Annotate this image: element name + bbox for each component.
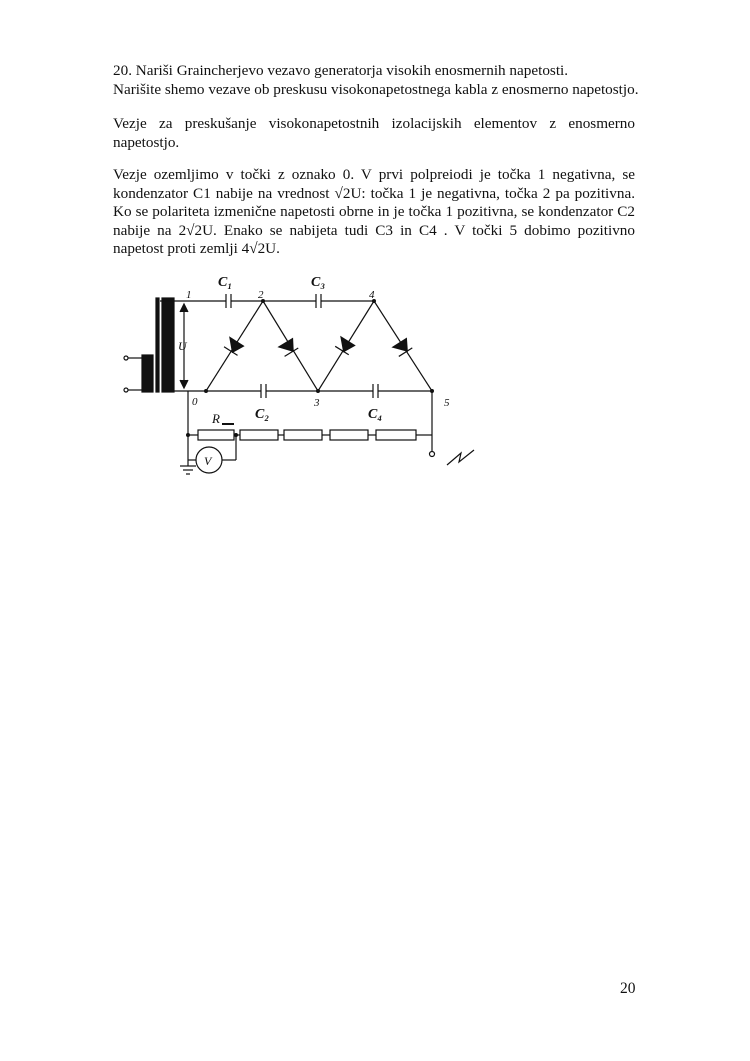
- junction-voltmeter: [234, 433, 238, 437]
- voltage-arrow-head-top: [180, 304, 188, 312]
- greinacher-circuit-diagram: [118, 270, 480, 480]
- heading-line-1: 20. Nariši Graincherjevo vezavo generatorja visokih enosmernih napetosti.: [113, 62, 569, 79]
- page-number: 20: [620, 980, 636, 997]
- transformer-secondary-winding: [162, 298, 174, 392]
- label-node2: 2: [258, 289, 264, 301]
- label-c4: C₄: [368, 407, 383, 422]
- junction-node0: [204, 389, 208, 393]
- label-node1: 1: [186, 289, 192, 301]
- label-u: U: [178, 339, 187, 353]
- junction-node3: [316, 389, 320, 393]
- resistor-r: [198, 430, 234, 440]
- junction-node5: [430, 389, 434, 393]
- resistor-3: [284, 430, 322, 440]
- transformer-core: [156, 298, 159, 392]
- heading-line-2: Narišite shemo vezave ob preskusu visokonapetostnega kabla z enosmerno napetostjo.: [113, 80, 639, 98]
- label-c2: C₂: [255, 407, 270, 422]
- label-v: V: [204, 454, 212, 468]
- label-c1: C₁: [218, 275, 233, 290]
- label-node3: 3: [314, 397, 320, 409]
- resistor-2: [240, 430, 278, 440]
- label-node5: 5: [444, 397, 450, 409]
- terminal-bottom: [124, 388, 128, 392]
- paragraph-test-circuit: Vezje za preskušanje visokonapetostnih izolacijskih elementov z enosmerno napetostjo.: [113, 115, 635, 151]
- label-node0: 0: [192, 396, 198, 408]
- test-terminal: [430, 452, 435, 457]
- voltage-arrow-head-bottom: [180, 380, 188, 388]
- heading-block: [113, 62, 639, 99]
- resistor-4: [330, 430, 368, 440]
- transformer-primary-winding: [142, 355, 153, 392]
- label-c3: C₃: [311, 275, 326, 290]
- resistor-5: [376, 430, 416, 440]
- junction-ground: [186, 433, 190, 437]
- paragraph-explanation: Vezje ozemljimo v točki z oznako 0. V prvi polpreiodi je točka 1 negativna, se kondenzator C1 nabije na vrednost √2U: točka 1 je negativna, točka 2 pa pozitivna. Ko se polariteta izmenične napetosti obrne in je točka 1 pozitivna, se kondenzator C2 nabije na 2√2U. Enako se nabijeta tudi C3 in C4 . V točki 5 dobimo pozitivno napetost proti zemlji 4√2U.: [113, 166, 635, 258]
- label-node4: 4: [369, 289, 375, 301]
- label-r: R: [212, 411, 220, 426]
- terminal-top: [124, 356, 128, 360]
- spark-symbol: [447, 450, 474, 465]
